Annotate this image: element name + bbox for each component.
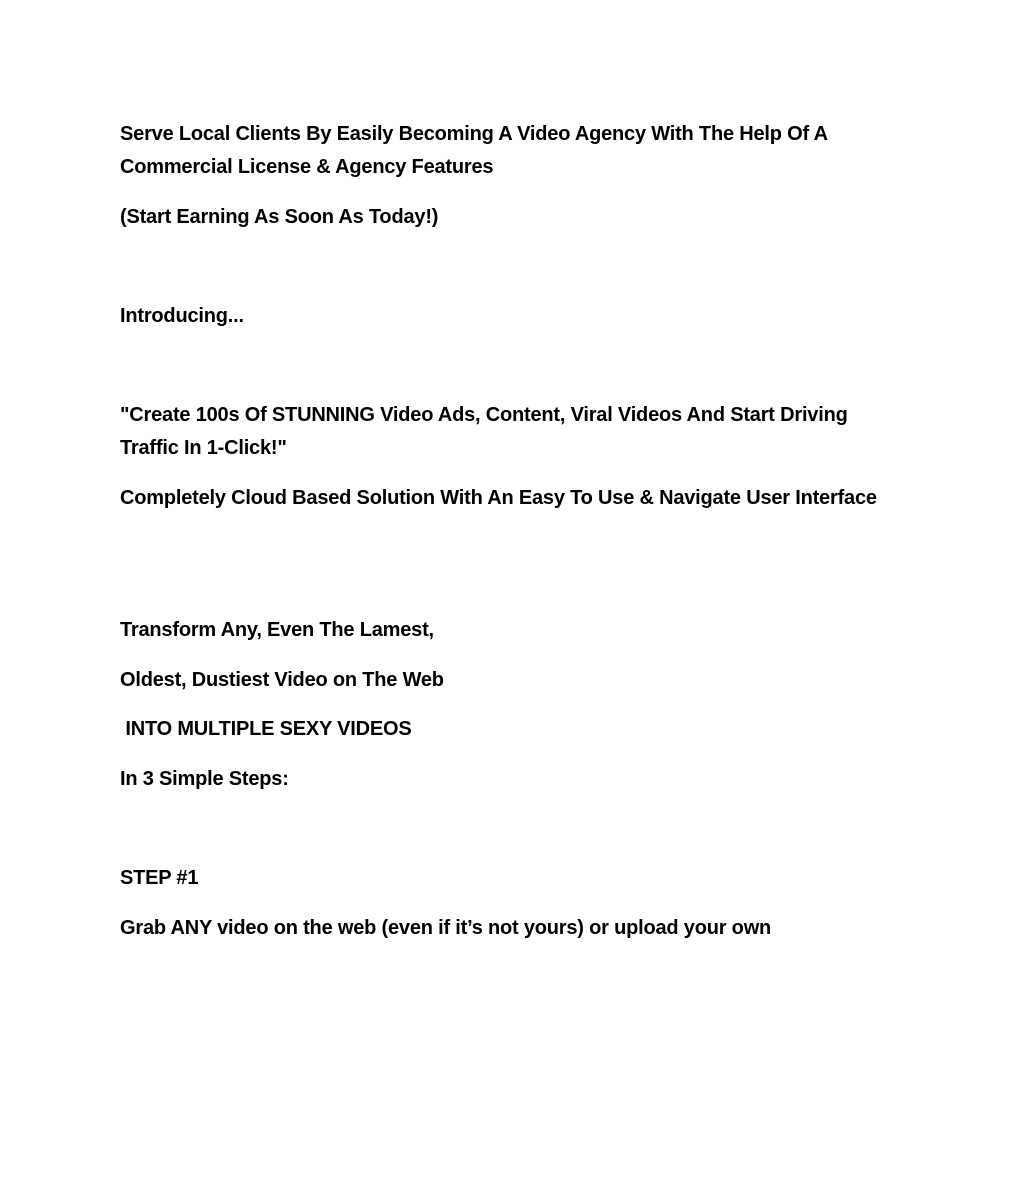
transform-line-3: INTO MULTIPLE SEXY VIDEOS <box>120 718 412 740</box>
subheadline: (Start Earning As Soon As Today!) <box>120 206 439 228</box>
headline: Serve Local Clients By Easily Becoming A Video Agency With The Help Of A Commercial License & Agency Features <box>120 123 833 178</box>
step-label: STEP #1 <box>120 867 199 889</box>
transform-line-1: Transform Any, Even The Lamest, <box>120 619 434 641</box>
step-text: Grab ANY video on the web (even if it’s not yours) or upload your own <box>120 917 772 939</box>
main-promise: "Create 100s Of STUNNING Video Ads, Content, Viral Videos And Start Driving Traffic In 1-Click!" <box>120 404 853 459</box>
introducing-text: Introducing... <box>120 305 244 327</box>
cloud-based-line: Completely Cloud Based Solution With An Easy To Use & Navigate User Interface <box>120 487 877 509</box>
transform-line-4: In 3 Simple Steps: <box>120 768 289 790</box>
transform-line-2: Oldest, Dustiest Video on The Web <box>120 669 444 691</box>
